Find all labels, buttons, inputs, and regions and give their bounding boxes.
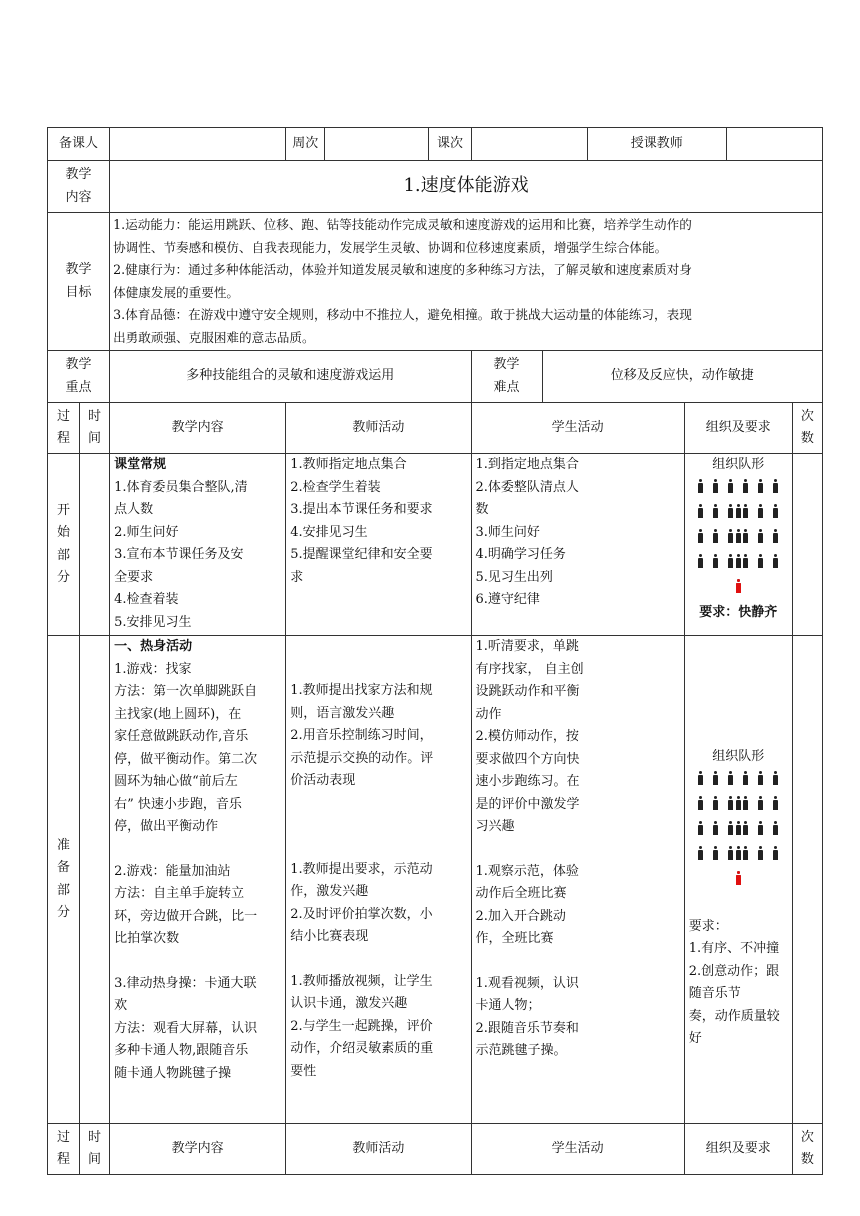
student-figure-icon [772, 821, 779, 835]
student-figure-icon [727, 554, 734, 568]
formation-row [689, 769, 788, 794]
student-figure-icon [712, 771, 719, 785]
start-section-row [48, 454, 823, 636]
student-figure-icon [712, 504, 719, 518]
student-figure-icon [757, 554, 764, 568]
student-figure-icon [712, 821, 719, 835]
col-content: 教学内容 [110, 403, 286, 454]
student-figure-icon [772, 554, 779, 568]
student-figure-icon [757, 771, 764, 785]
prep-section-content: 一、热身活动 1.游戏：找家 方法：第一次单脚跳跃自 主找家(地上圆环)，在 家任意做跳跃动作,音乐 停，做平衡动作。第二次 圆环为轴心做“前后左 右” 快速小步跑，音乐 停，做出平衡动作 2.游戏：能量加油站 方法：自主单手旋转立 环，旁边做开合跳，比一 比拍掌次数 3.律动热身操：卡通大联 欢 方法：观看大屏幕，认识 多种卡通人物,跟随音乐 随卡通人物跳毽子操 [110, 636, 286, 1124]
col-org: 组织及要求 [684, 1124, 792, 1175]
student-figure-icon [727, 796, 734, 810]
column-header-row [48, 403, 823, 454]
prep-section-label: 准 备 部 分 [48, 636, 80, 1124]
content-label: 教学 内容 [48, 161, 110, 213]
teacher-value [726, 128, 822, 161]
col-student: 学生活动 [471, 403, 684, 454]
lesson-no-label: 课次 [429, 128, 471, 161]
week-label: 周次 [286, 128, 325, 161]
formation-teacher-row [689, 577, 788, 602]
col-time: 时 间 [80, 1124, 110, 1175]
student-figure-icon [742, 821, 749, 835]
student-figure-icon [742, 479, 749, 493]
student-figure-icon [697, 554, 704, 568]
start-section-content: 课堂常规 1.体育委员集合整队,清 点人数 2.师生问好 3.宣布本节课任务及安 全要求 4.检查着装 5.安排见习生 [110, 454, 286, 636]
header-row [48, 128, 823, 161]
student-figure-icon [697, 821, 704, 835]
student-figure-icon [727, 771, 734, 785]
student-figure-icon [757, 821, 764, 835]
student-figure-icon [742, 796, 749, 810]
col-time: 时 间 [80, 403, 110, 454]
student-figure-icon [772, 479, 779, 493]
student-figure-icon [772, 529, 779, 543]
start-section-org [684, 454, 792, 636]
start-section-teacher: 1.教师指定地点集合 2.检查学生着装 3.提出本节课任务和要求 4.安排见习生 5.提醒课堂纪律和安全要 求 [286, 454, 471, 636]
goals-text: 1.运动能力：能运用跳跃、位移、跑、钻等技能动作完成灵敏和速度游戏的运用和比赛，培养学生动作的 协调性、节奏感和模仿、自我表现能力，发展学生灵敏、协调和位移速度素质，增强学生综合体能。 2.健康行为：通过多种体能活动，体验并知道发展灵敏和速度的多种练习方法，了解灵敏和速度素质对身 体健康发展的重要性。 3.体育品德：在游戏中遵守安全规则，移动中不推拉人，避免相撞。敢于挑战大运动量的体能练习，表现 出勇敢顽强、克服困难的意志品质。 [110, 213, 823, 351]
col-teacher: 教师活动 [286, 1124, 471, 1175]
col-org: 组织及要求 [684, 403, 792, 454]
student-figure-icon [712, 479, 719, 493]
student-figure-icon [712, 796, 719, 810]
student-figure-icon [757, 796, 764, 810]
column-header-row-repeat [48, 1124, 823, 1175]
preparer-value [110, 128, 286, 161]
student-figure-icon [772, 796, 779, 810]
student-figure-icon [757, 846, 764, 860]
teacher-figure-icon [735, 579, 742, 593]
start-section-label: 开 始 部 分 [48, 454, 80, 636]
student-figure-icon [712, 846, 719, 860]
teacher-label: 授课教师 [587, 128, 726, 161]
student-figure-icon [735, 504, 742, 518]
student-figure-icon [697, 529, 704, 543]
lesson-plan-table [47, 127, 823, 1175]
student-figure-icon [735, 554, 742, 568]
lesson-title: 1.速度体能游戏 [110, 161, 823, 213]
student-figure-icon [772, 504, 779, 518]
student-figure-icon [742, 529, 749, 543]
lesson-no-value [471, 128, 587, 161]
focus-row [48, 351, 823, 403]
content-row [48, 161, 823, 213]
col-count: 次 数 [792, 403, 822, 454]
start-section-time [80, 454, 110, 636]
student-figure-icon [697, 771, 704, 785]
student-figure-icon [712, 529, 719, 543]
col-process: 过 程 [48, 403, 80, 454]
student-figure-icon [742, 846, 749, 860]
student-figure-icon [697, 796, 704, 810]
key-point-label: 教学 重点 [48, 351, 110, 403]
student-figure-icon [727, 821, 734, 835]
prep-section-org: 组织队形 要求： 1.有序、不冲撞 2.创意动作；跟随音乐节 奏，动作质量较好 [684, 636, 792, 1124]
student-figure-icon [757, 529, 764, 543]
formation-title: 组织队形 [712, 749, 765, 764]
student-figure-icon [772, 846, 779, 860]
prep-section-teacher: 1.教师提出找家方法和规 则，语言激发兴趣 2.用音乐控制练习时间， 示范提示交换的动作。评 价活动表现 1.教师提出要求，示范动 作，激发兴趣 2.及时评价拍掌次数，小 结小比赛表现 1.教师播放视频，让学生 认识卡通，激发兴趣 2.与学生一起跳操，评价 动作，介绍灵敏素质的重 要性 [286, 636, 471, 1124]
formation-diagram [689, 477, 788, 602]
start-section-student: 1.到指定地点集合 2.体委整队清点人 数 3.师生问好 4.明确学习任务 5.见习生出列 6.遵守纪律 [471, 454, 684, 636]
formation-diagram [689, 769, 788, 894]
col-teacher: 教师活动 [286, 403, 471, 454]
formation-row [689, 477, 788, 502]
col-student: 学生活动 [471, 1124, 684, 1175]
preparer-label: 备课人 [48, 128, 110, 161]
key-point-text: 多种技能组合的灵敏和速度游戏运用 [110, 351, 471, 403]
goals-row [48, 213, 823, 351]
student-figure-icon [742, 554, 749, 568]
student-figure-icon [757, 504, 764, 518]
prep-section-count [792, 636, 822, 1124]
prep-section-row [48, 636, 823, 1124]
student-figure-icon [712, 554, 719, 568]
student-figure-icon [735, 846, 742, 860]
teacher-figure-icon [735, 871, 742, 885]
student-figure-icon [735, 529, 742, 543]
formation-title: 组织队形 [712, 457, 765, 472]
col-count: 次 数 [792, 1124, 822, 1175]
difficulty-text: 位移及反应快，动作敏捷 [542, 351, 822, 403]
student-figure-icon [697, 846, 704, 860]
start-section-count [792, 454, 822, 636]
student-figure-icon [757, 479, 764, 493]
student-figure-icon [742, 504, 749, 518]
lesson-plan [47, 127, 823, 1175]
student-figure-icon [727, 504, 734, 518]
student-figure-icon [697, 504, 704, 518]
prep-section-time [80, 636, 110, 1124]
difficulty-label: 教学 难点 [471, 351, 542, 403]
formation-requirement: 要求：快静齐 [699, 604, 778, 620]
goals-label: 教学 目标 [48, 213, 110, 351]
student-figure-icon [772, 771, 779, 785]
student-figure-icon [742, 771, 749, 785]
student-figure-icon [735, 821, 742, 835]
prep-section-student: 1.听清要求，单跳 有序找家， 自主创 设跳跃动作和平衡 动作 2.模仿师动作，按 要求做四个方向快 速小步跑练习。在 是的评价中激发学 习兴趣 1.观察示范，体验 动作后全班比赛 2.加入开合跳动 作，全班比赛 1.观看视频，认识 卡通人物； 2.跟随音乐节奏和 示范跳毽子操。 [471, 636, 684, 1124]
col-process: 过 程 [48, 1124, 80, 1175]
student-figure-icon [727, 479, 734, 493]
col-content: 教学内容 [110, 1124, 286, 1175]
student-figure-icon [727, 846, 734, 860]
student-figure-icon [697, 479, 704, 493]
formation-teacher-row [689, 869, 788, 894]
week-value [325, 128, 429, 161]
student-figure-icon [727, 529, 734, 543]
student-figure-icon [735, 796, 742, 810]
